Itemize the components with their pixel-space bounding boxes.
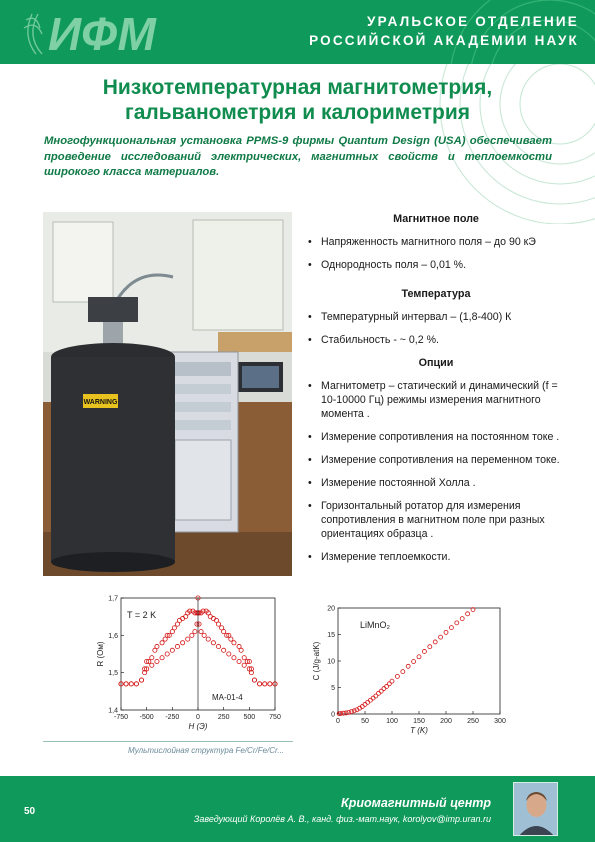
data-point xyxy=(390,679,394,683)
data-point xyxy=(139,678,143,682)
options-list xyxy=(307,379,565,564)
data-point xyxy=(155,659,159,663)
data-point xyxy=(433,640,437,644)
data-point xyxy=(216,644,220,648)
data-point xyxy=(206,637,210,641)
head-of-center: Заведующий Королёв А. В., канд. физ.-мат.наук, korolyov@imp.uran.ru xyxy=(193,814,491,824)
data-point xyxy=(252,678,256,682)
data-point xyxy=(172,626,176,630)
y-tick-label: 20 xyxy=(327,605,335,613)
data-point xyxy=(444,630,448,634)
data-point xyxy=(428,645,432,649)
y-tick-label: 0 xyxy=(331,711,335,719)
list-item: • Стабильность - ~ 0,2 %. xyxy=(307,333,565,347)
portrait-photo xyxy=(513,782,558,836)
x-tick-label: 200 xyxy=(440,718,452,725)
data-point xyxy=(439,635,443,639)
magnetic-field-heading: Магнитное поле xyxy=(393,213,479,225)
x-axis-label: H (Э) xyxy=(188,722,208,731)
data-point xyxy=(268,682,272,686)
data-point xyxy=(150,663,154,667)
list-item: • Измерение теплоемкости. xyxy=(307,550,565,564)
list-item: • Температурный интервал – (1,8-400) К xyxy=(307,310,565,324)
data-point xyxy=(417,655,421,659)
data-point xyxy=(395,674,399,678)
data-point xyxy=(227,652,231,656)
page-number: 50 xyxy=(24,806,36,817)
magnetoresistance-chart xyxy=(95,592,295,737)
data-point xyxy=(401,670,405,674)
data-point xyxy=(412,660,416,664)
data-point xyxy=(222,630,226,634)
specifications xyxy=(307,212,565,573)
data-point xyxy=(211,641,215,645)
org-line-2: РОССИЙСКОЙ АКАДЕМИИ НАУК xyxy=(309,33,579,48)
data-point xyxy=(186,637,190,641)
sample-label: MA-01-4 xyxy=(212,693,243,702)
page-header xyxy=(0,0,595,64)
temperature-heading: Температура xyxy=(401,288,471,300)
data-point xyxy=(368,698,372,702)
y-tick-label: 1,7 xyxy=(108,595,118,603)
title-line-2: гальванометрия и калориметрия xyxy=(124,101,471,124)
warning-label: WARNING xyxy=(83,399,118,406)
x-tick-label: 250 xyxy=(467,718,479,725)
data-point xyxy=(160,656,164,660)
chart-annotation: LiMnO₂ xyxy=(360,620,391,630)
data-point xyxy=(382,687,386,691)
temperature-list xyxy=(307,310,565,347)
data-point xyxy=(202,633,206,637)
data-point xyxy=(449,626,453,630)
data-point xyxy=(170,648,174,652)
data-point xyxy=(232,641,236,645)
data-point xyxy=(350,710,354,714)
x-tick-label: -250 xyxy=(165,714,180,721)
intro-paragraph: Многофункциональная установка PPMS-9 фирмы Quantum Design (USA) обеспечивает проведение исследований электрических, магнитных свойств и теплоемкости широкого класса материалов. xyxy=(44,135,552,178)
data-point xyxy=(129,682,133,686)
org-line-1: УРАЛЬСКОЕ ОТДЕЛЕНИЕ xyxy=(367,14,579,29)
data-point xyxy=(232,656,236,660)
list-item: • Однородность поля – 0,01 %. xyxy=(307,258,565,272)
title-line-1: Низкотемпературная магнитометрия, xyxy=(102,76,493,99)
organization-name xyxy=(309,12,579,50)
heat-capacity-chart xyxy=(312,598,512,740)
x-tick-label: -750 xyxy=(113,714,129,721)
data-point xyxy=(193,630,197,634)
data-point xyxy=(175,644,179,648)
list-item: • Измерение сопротивления на постоянном токе . xyxy=(307,430,565,444)
institute-logo xyxy=(18,6,278,60)
y-axis-label: R (Ом) xyxy=(96,641,105,667)
x-axis-label: T (K) xyxy=(410,726,428,735)
data-point xyxy=(242,656,246,660)
figure-caption: Мультислойная структура Fe/Cr/Fe/Cr... xyxy=(128,746,285,755)
x-tick-label: 300 xyxy=(494,718,506,725)
data-point xyxy=(455,621,459,625)
data-point xyxy=(466,612,470,616)
lab-equipment-photo xyxy=(43,212,292,576)
data-point xyxy=(190,633,194,637)
list-item: • Горизонтальный ротатор для измерения сопротивления в магнитном поле при разных ориентациях образца . xyxy=(307,499,565,541)
data-point xyxy=(222,648,226,652)
page-footer xyxy=(0,776,595,842)
data-point xyxy=(216,622,220,626)
list-item: • Измерение постоянной Холла . xyxy=(307,476,565,490)
data-point xyxy=(239,648,243,652)
data-point xyxy=(366,700,370,704)
y-tick-label: 5 xyxy=(331,685,335,692)
x-tick-label: 100 xyxy=(386,718,398,725)
data-point xyxy=(237,659,241,663)
data-point xyxy=(181,641,185,645)
page-title xyxy=(40,75,555,125)
x-tick-label: 0 xyxy=(196,714,200,721)
data-point xyxy=(460,617,464,621)
list-item: • Измерение сопротивления на переменном токе. xyxy=(307,453,565,467)
x-tick-label: 0 xyxy=(336,718,340,725)
x-tick-label: 250 xyxy=(217,714,230,721)
x-tick-label: 50 xyxy=(361,718,369,725)
data-point xyxy=(263,682,267,686)
y-tick-label: 1,5 xyxy=(108,670,118,678)
data-point xyxy=(124,682,128,686)
data-point xyxy=(377,691,381,695)
data-point xyxy=(422,649,426,653)
x-tick-label: -500 xyxy=(139,714,154,721)
data-point xyxy=(199,630,203,634)
x-tick-label: 150 xyxy=(413,718,425,725)
data-point xyxy=(229,637,233,641)
data-point xyxy=(371,696,375,700)
chart-annotation: T = 2 K xyxy=(127,610,157,620)
data-point xyxy=(160,641,164,645)
y-axis-label: C (J/g-atK) xyxy=(312,641,321,681)
x-tick-label: 500 xyxy=(243,714,256,721)
caption-divider xyxy=(43,741,293,742)
y-tick-label: 15 xyxy=(327,632,335,639)
list-item: • Магнитометр – статический и динамический (f = 10-10000 Гц) режимы измерения магнитного момента . xyxy=(307,379,565,421)
data-point xyxy=(134,682,138,686)
y-tick-label: 1,6 xyxy=(108,632,118,640)
data-point xyxy=(258,682,262,686)
data-point xyxy=(155,644,159,648)
center-name: Криомагнитный центр xyxy=(341,796,491,810)
options-heading: Опции xyxy=(418,357,454,369)
y-tick-label: 1,4 xyxy=(108,707,118,715)
magnetic-field-list xyxy=(307,235,565,272)
data-point xyxy=(363,702,367,706)
data-point xyxy=(150,656,154,660)
list-item: • Напряженность магнитного поля – до 90 кЭ xyxy=(307,235,565,249)
data-point xyxy=(406,664,410,668)
logo-text: ИФМ xyxy=(48,8,156,60)
x-tick-label: 750 xyxy=(269,714,281,721)
data-point xyxy=(165,652,169,656)
y-tick-label: 10 xyxy=(327,658,335,666)
data-point xyxy=(242,663,246,667)
